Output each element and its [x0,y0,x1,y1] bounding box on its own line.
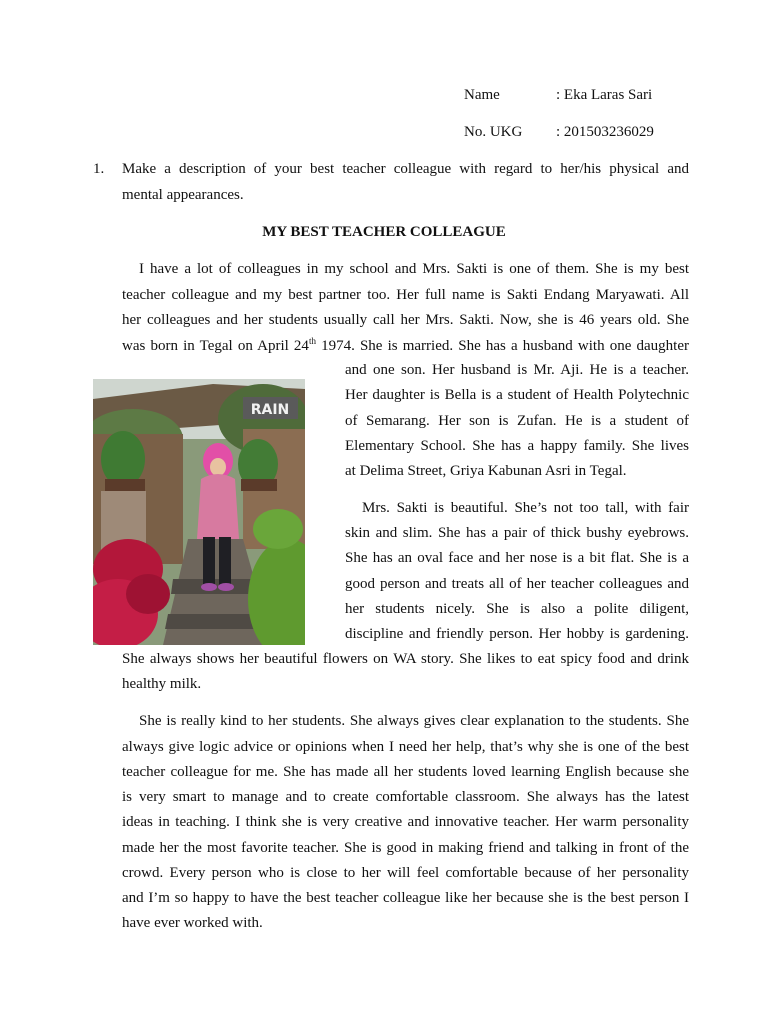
p1-line-9: at Delima Street, Griya Kabunan Asri in Tegal. [345,463,627,479]
p1-line-5: and one son. Her husband is Mr. Aji. He is a teacher. [345,362,689,378]
question-number: 1. [93,161,105,177]
p2-line-6: discipline and friendly person. Her hobby is gardening. [345,626,689,642]
p1-line-4 [122,338,689,355]
name-value: : Eka Laras Sari [556,87,653,103]
p3-line-1: She is really kind to her students. She always gives clear explanation to the students. She [139,713,689,729]
p2-line-8: healthy milk. [122,676,202,692]
p1-line-6: Her daughter is Bella is a student of Health Polytechnic [345,387,689,403]
p1-line-4b: 1974. She is married. She has a husband with one daughter [315,338,689,354]
essay-title: MY BEST TEACHER COLLEAGUE [262,224,506,240]
p1-line-1: I have a lot of colleagues in my school and Mrs. Sakti is one of them. She is my best [139,261,689,277]
p1-line-4a: was born in Tegal on April 24 [122,338,309,354]
p2-line-1: Mrs. Sakti is beautiful. She’s not too tall, with fair [362,500,689,516]
p3-line-2: always give logic advice or opinions when I need her help, that’s why she is one of the best [122,739,689,755]
p3-line-7: crowd. Every person who is close to her will feel comfortable because of her personality [122,865,689,881]
p2-line-2: skin and slim. She has a pair of thick bushy eyebrows. [345,525,689,541]
p3-line-5: ideas in teaching. I think she is very creative and innovative teacher. Her warm personality [122,814,689,830]
teacher-photo [93,379,305,645]
sign-text: RAIN [250,402,290,418]
p1-line-2: teacher colleague and my best partner too. Her full name is Sakti Endang Maryawati. All [122,287,689,303]
name-label: Name [464,87,500,103]
ukg-label: No. UKG [464,124,523,140]
p2-line-3: She has an oval face and her nose is a bit flat. She is a [345,550,689,566]
p3-line-9: have ever worked with. [122,915,263,931]
ordinal-suffix: th [308,336,316,346]
p1-line-3: her colleagues and her students usually call her Mrs. Sakti. Now, she is 46 years old. She [122,312,689,328]
p3-line-8: and I’m so happy to have the best teacher colleague like her because she is the best person I [122,890,689,906]
p3-line-6: made her the most favorite teacher. She is good in making friend and talking in front of the [122,840,689,856]
p3-line-3: teacher colleague for me. She has made all her students loved learning English because she [122,764,689,780]
p3-line-4: is very smart to manage and to create comfortable classroom. She always has the latest [122,789,689,805]
ukg-value: : 201503236029 [556,124,654,140]
p2-line-5: her students nicely. She is also a polite diligent, [345,601,689,617]
question-line-2: mental appearances. [122,187,244,203]
p2-line-7: She always shows her beautiful flowers on WA story. She likes to eat spicy food and drink [122,651,689,667]
p1-line-8: Elementary School. She has a happy family. She lives [345,438,689,454]
question-line-1: Make a description of your best teacher colleague with regard to her/his physical and [122,161,689,177]
p1-line-7: of Semarang. Her son is Zufan. He is a student of [345,413,689,429]
p2-line-4: good person and treats all of her teacher colleagues and [345,576,689,592]
